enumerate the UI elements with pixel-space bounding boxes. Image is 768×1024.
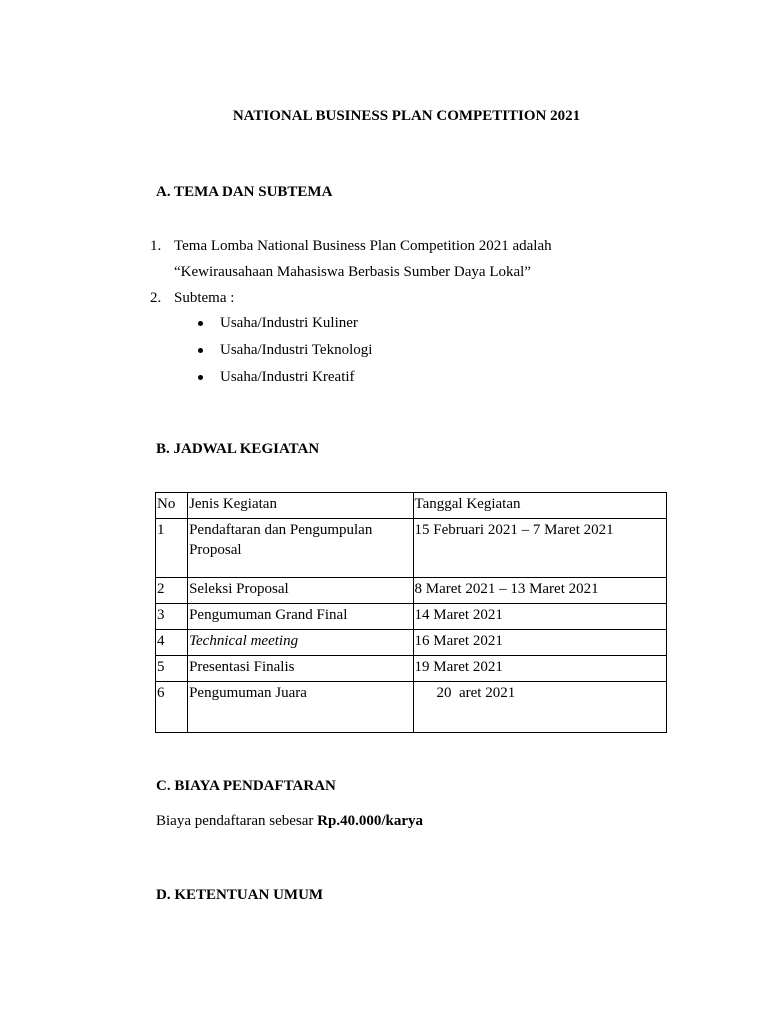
list-number: 2. [150, 290, 162, 306]
cell-tanggal [413, 682, 667, 733]
list-number: 1. [150, 238, 162, 254]
section-d-heading: D. KETENTUAN UMUM [156, 887, 324, 903]
cell-tanggal-text: 20 aret 2021 [436, 685, 516, 701]
subtheme-text: Usaha/Industri Teknologi [220, 342, 373, 358]
table-row [156, 682, 667, 733]
subtheme-bullet-item [196, 337, 372, 364]
subtheme-list-item [150, 285, 650, 311]
cell-no: 6 [156, 682, 188, 733]
subtheme-label: Subtema : [174, 290, 235, 306]
section-a-heading: A. TEMA DAN SUBTEMA [156, 184, 333, 200]
theme-text-line1: Tema Lomba National Business Plan Competition 2021 adalah [174, 238, 552, 254]
table-row [156, 578, 667, 604]
table-header-row [156, 493, 667, 519]
cell-no: 1 [156, 519, 188, 578]
cell-tanggal: 16 Maret 2021 [413, 630, 667, 656]
subtheme-bullets [196, 310, 372, 391]
table-row [156, 519, 667, 578]
subtheme-bullet-item [196, 310, 372, 337]
cell-jenis: Presentasi Finalis [188, 656, 413, 682]
subtheme-text: Usaha/Industri Kreatif [220, 369, 355, 385]
bullet-icon [198, 348, 203, 353]
cell-no: 2 [156, 578, 188, 604]
cell-tanggal: 14 Maret 2021 [413, 604, 667, 630]
section-b-heading: B. JADWAL KEGIATAN [156, 441, 320, 457]
bullet-icon [198, 375, 203, 380]
section-c-heading: C. BIAYA PENDAFTARAN [156, 778, 336, 794]
cell-no: 3 [156, 604, 188, 630]
fee-paragraph [156, 813, 423, 830]
subtheme-text: Usaha/Industri Kuliner [220, 315, 358, 331]
cell-jenis: Pengumuman Juara [188, 682, 413, 733]
bullet-icon [198, 321, 203, 326]
theme-list-item [150, 233, 650, 285]
fee-text-prefix: Biaya pendaftaran sebesar [156, 813, 318, 829]
header-tanggal: Tanggal Kegiatan [413, 493, 667, 519]
cell-jenis: Pengumuman Grand Final [188, 604, 413, 630]
cell-jenis: Seleksi Proposal [188, 578, 413, 604]
schedule-table [155, 492, 667, 733]
fee-amount: Rp.40.000/karya [317, 813, 424, 829]
table-row [156, 656, 667, 682]
header-no: No [156, 493, 188, 519]
cell-tanggal: 15 Februari 2021 – 7 Maret 2021 [413, 519, 667, 578]
table-row [156, 604, 667, 630]
cell-jenis-line1: Pendaftaran dan Pengumpulan [189, 522, 373, 538]
cell-jenis [188, 519, 413, 578]
theme-text-line2: “Kewirausahaan Mahasiswa Berbasis Sumber Daya Lokal” [174, 264, 531, 280]
theme-list [150, 233, 650, 311]
table-row [156, 630, 667, 656]
header-jenis: Jenis Kegiatan [188, 493, 413, 519]
subtheme-bullet-item [196, 364, 372, 391]
cell-no: 5 [156, 656, 188, 682]
document-title: NATIONAL BUSINESS PLAN COMPETITION 2021 [232, 108, 581, 124]
cell-no: 4 [156, 630, 188, 656]
cell-tanggal: 19 Maret 2021 [413, 656, 667, 682]
cell-tanggal: 8 Maret 2021 – 13 Maret 2021 [413, 578, 667, 604]
cell-jenis-line2: Proposal [189, 542, 242, 558]
cell-jenis: Technical meeting [188, 630, 413, 656]
